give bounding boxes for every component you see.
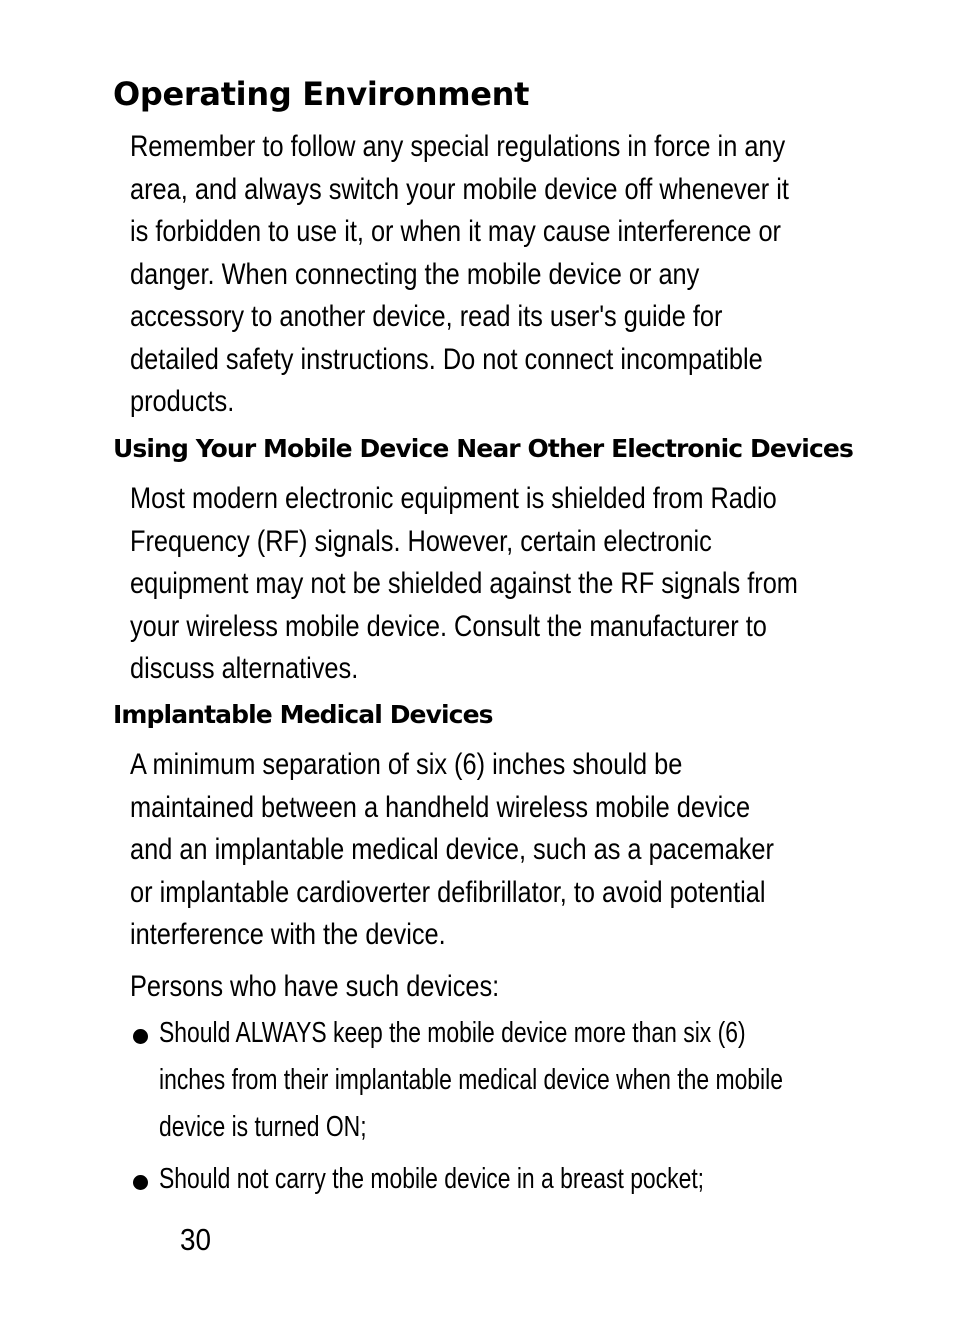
paragraph-line: is forbidden to use it, or when it may cause interference or <box>130 215 781 248</box>
page-number: 30 <box>180 1222 212 1257</box>
paragraph-line: area, and always switch your mobile device off whenever it <box>130 172 789 206</box>
heading-near-electronic-devices: Using Your Mobile Device Near Other Electronic Devices <box>113 434 853 463</box>
heading-implantable-medical-devices: Implantable Medical Devices <box>113 700 493 729</box>
paragraph-line: interference with the device. <box>130 918 446 951</box>
bullet-line: inches from their implantable medical device when the mobile <box>159 1064 783 1096</box>
paragraph-implantable-medical-devices <box>130 744 772 957</box>
bullet-dot-icon <box>133 1029 148 1044</box>
paragraph-line: equipment may not be shielded against the RF signals from <box>130 567 798 600</box>
paragraph-line: Frequency (RF) signals. However, certain electronic <box>130 524 712 558</box>
bullet-item <box>130 1156 890 1203</box>
paragraph-line: Remember to follow any special regulations in force in any <box>130 130 786 163</box>
bullet-item <box>130 1010 890 1151</box>
paragraph-line: accessory to another device, read its user's guide for <box>130 300 723 333</box>
bullet-text <box>159 1156 736 1203</box>
bullet-dot-icon <box>133 1175 148 1190</box>
bullet-line: Should ALWAYS keep the mobile device more than six (6) <box>159 1017 746 1049</box>
bullet-line: device is turned ON; <box>159 1111 367 1143</box>
paragraph-near-electronic-devices <box>130 478 798 691</box>
paragraph-line: your wireless mobile device. Consult the manufacturer to <box>130 609 767 643</box>
bullet-text <box>159 1010 783 1151</box>
paragraph-line: or implantable cardioverter defibrillator, to avoid potential <box>130 875 766 909</box>
paragraph-line: products. <box>130 385 235 418</box>
paragraph-line: Most modern electronic equipment is shielded from Radio <box>130 482 777 515</box>
paragraph-line: and an implantable medical device, such as a pacemaker <box>130 833 774 866</box>
paragraph-line: A minimum separation of six (6) inches should be <box>130 748 683 781</box>
bullet-intro <box>130 966 772 1009</box>
paragraph-line: detailed safety instructions. Do not connect incompatible <box>130 342 763 376</box>
paragraph-line: discuss alternatives. <box>130 652 359 685</box>
intro-line: Persons who have such devices: <box>130 970 500 1003</box>
bullet-list <box>130 1010 890 1203</box>
paragraph-line: danger. When connecting the mobile device or any <box>130 257 700 291</box>
heading-operating-environment: Operating Environment <box>113 75 530 113</box>
paragraph-line: maintained between a handheld wireless mobile device <box>130 790 751 824</box>
bullet-line: Should not carry the mobile device in a breast pocket; <box>159 1163 705 1195</box>
paragraph-operating-environment <box>130 126 789 424</box>
